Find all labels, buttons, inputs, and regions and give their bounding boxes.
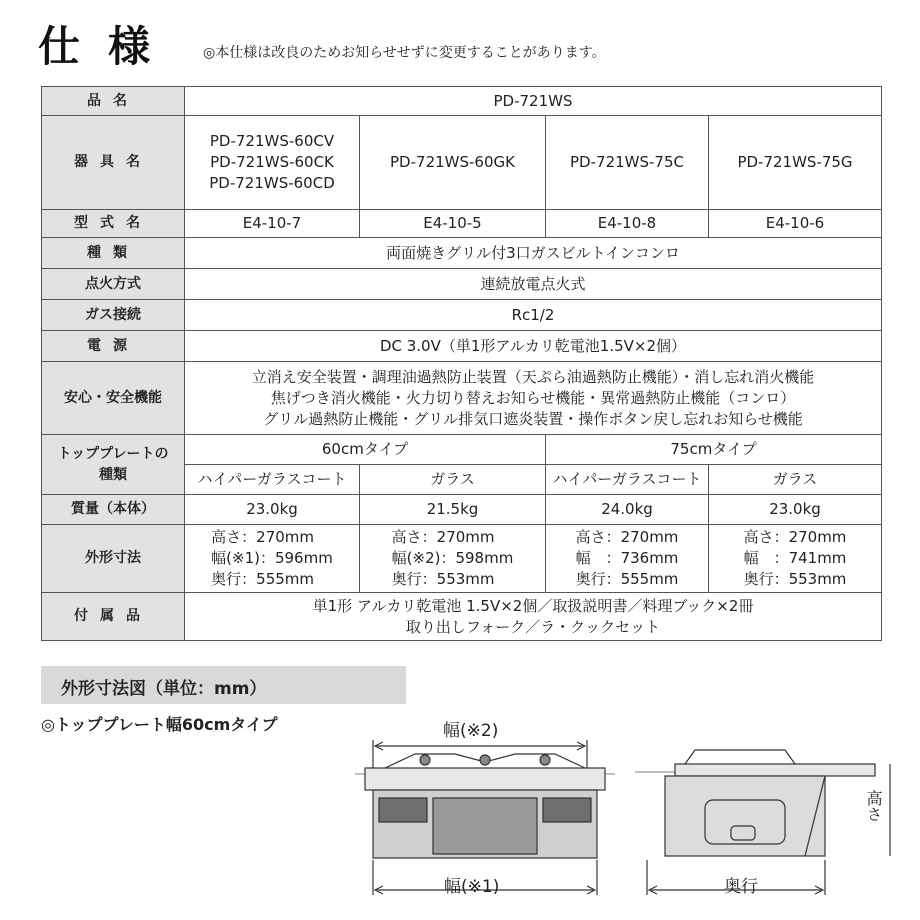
row-kind xyxy=(42,238,882,269)
model-name: PD-721WS-60CV xyxy=(209,132,335,150)
dims-line: 高さ：270mm xyxy=(575,528,679,546)
top-plate-label xyxy=(42,435,185,495)
size-75: 75cmタイプ xyxy=(546,435,882,465)
accessories-line: 取り出しフォーク／ラ・クックセット xyxy=(405,617,661,636)
type-name-cell: E4-10-8 xyxy=(546,210,709,238)
section-header xyxy=(41,666,406,704)
gas-label: ガス接続 xyxy=(42,300,185,331)
spec-table xyxy=(41,86,882,641)
dims-cell xyxy=(546,525,709,593)
burner xyxy=(420,755,430,765)
safety-label: 安心・安全機能 xyxy=(42,362,185,435)
top-plate xyxy=(675,764,875,776)
product-value: PD-721WS xyxy=(185,87,882,116)
ignition-label: 点火方式 xyxy=(42,269,185,300)
row-product xyxy=(42,87,882,116)
dims-line: 奥行：555mm xyxy=(575,570,679,588)
spec-change-note: ◎本仕様は改良のためお知らせせずに変更することがあります。 xyxy=(203,45,606,61)
mass-cell: 21.5kg xyxy=(360,495,546,525)
dims-cell xyxy=(360,525,546,593)
accessories-label: 付属品 xyxy=(42,593,185,641)
control-panel xyxy=(379,798,427,822)
row-ignition xyxy=(42,269,882,300)
page-title: 仕様 xyxy=(38,22,179,71)
row-mass xyxy=(42,495,882,525)
plate-cell: ハイパーガラスコート xyxy=(185,465,360,495)
burner xyxy=(480,755,490,765)
control-panel xyxy=(543,798,591,822)
dims-line: 幅(※1)：596mm xyxy=(211,549,333,567)
dims-line: 奥行：553mm xyxy=(743,570,847,588)
dims-line: 幅(※2)：598mm xyxy=(391,549,514,567)
safety-value xyxy=(185,362,882,435)
dims-line: 幅 ：741mm xyxy=(743,549,847,567)
model-col3: PD-721WS-75C xyxy=(546,116,709,210)
ignition-value: 連続放電点火式 xyxy=(185,269,882,300)
dims-line: 奥行：555mm xyxy=(211,570,315,588)
product-label: 品名 xyxy=(42,87,185,116)
diagram-subtitle: ◎トッププレート幅60cmタイプ xyxy=(41,715,278,734)
row-accessories xyxy=(42,593,882,641)
gas-value: Rc1/2 xyxy=(185,300,882,331)
dims-line: 幅 ：736mm xyxy=(575,549,679,567)
row-top-plate-size xyxy=(42,435,882,465)
grate xyxy=(685,750,795,764)
dims-label: 外形寸法 xyxy=(42,525,185,593)
burner xyxy=(540,755,550,765)
plate-cell: ハイパーガラスコート xyxy=(546,465,709,495)
model-name: PD-721WS-60CK xyxy=(210,153,334,171)
accessories-line: 単1形 アルカリ乾電池 1.5V×2個／取扱説明書／料理ブック×2冊 xyxy=(312,596,754,615)
row-gas xyxy=(42,300,882,331)
mass-cell: 24.0kg xyxy=(546,495,709,525)
depth-label: 奥行 xyxy=(724,877,758,897)
safety-line: 焦げつき消火機能・火力切り替えお知らせ機能・異常過熱防止機能（コンロ） xyxy=(270,388,796,407)
row-power xyxy=(42,331,882,362)
power-value: DC 3.0V（単1形アルカリ乾電池1.5V×2個） xyxy=(185,331,882,362)
size-60: 60cmタイプ xyxy=(185,435,546,465)
dims-line: 奥行：553mm xyxy=(391,570,495,588)
row-model xyxy=(42,116,882,210)
model-col4: PD-721WS-75G xyxy=(709,116,882,210)
dims-cell xyxy=(709,525,882,593)
section-title: 外形寸法図（単位：mm） xyxy=(61,679,267,699)
safety-line: グリル過熱防止機能・グリル排気口遮炎装置・操作ボタン戻し忘れお知らせ機能 xyxy=(263,409,803,428)
mass-cell: 23.0kg xyxy=(709,495,882,525)
top-plate-label-line: トッププレートの xyxy=(57,445,169,462)
grill-door xyxy=(433,798,537,854)
model-label: 器具名 xyxy=(42,116,185,210)
width2-label: 幅(※2) xyxy=(443,721,499,741)
safety-line: 立消え安全装置・調理油過熱防止装置（天ぷら油過熱防止機能）・消し忘れ消火機能 xyxy=(251,367,815,386)
row-type-name xyxy=(42,210,882,238)
model-col1 xyxy=(185,116,360,210)
type-name-cell: E4-10-5 xyxy=(360,210,546,238)
power-label: 電源 xyxy=(42,331,185,362)
dims-line: 高さ：270mm xyxy=(743,528,847,546)
width1-label: 幅(※1) xyxy=(444,877,500,897)
top-plate-label-line: 種類 xyxy=(99,466,127,483)
type-name-cell: E4-10-7 xyxy=(185,210,360,238)
dims-line: 高さ：270mm xyxy=(391,528,495,546)
mass-label: 質量（本体） xyxy=(42,495,185,525)
row-safety xyxy=(42,362,882,435)
kind-label: 種類 xyxy=(42,238,185,269)
type-name-cell: E4-10-6 xyxy=(709,210,882,238)
model-name: PD-721WS-60CD xyxy=(209,174,335,192)
plate-cell: ガラス xyxy=(360,465,546,495)
plate-cell: ガラス xyxy=(709,465,882,495)
model-col2: PD-721WS-60GK xyxy=(360,116,546,210)
kind-value: 両面焼きグリル付3口ガスビルトインコンロ xyxy=(185,238,882,269)
dims-cell xyxy=(185,525,360,593)
top-plate xyxy=(365,768,605,790)
height-label: 高さ xyxy=(864,790,883,822)
side-view-drawing xyxy=(635,740,895,900)
accessories-value xyxy=(185,593,882,641)
dims-line: 高さ：270mm xyxy=(211,528,315,546)
type-name-label: 型式名 xyxy=(42,210,185,238)
mass-cell: 23.0kg xyxy=(185,495,360,525)
row-dims xyxy=(42,525,882,593)
